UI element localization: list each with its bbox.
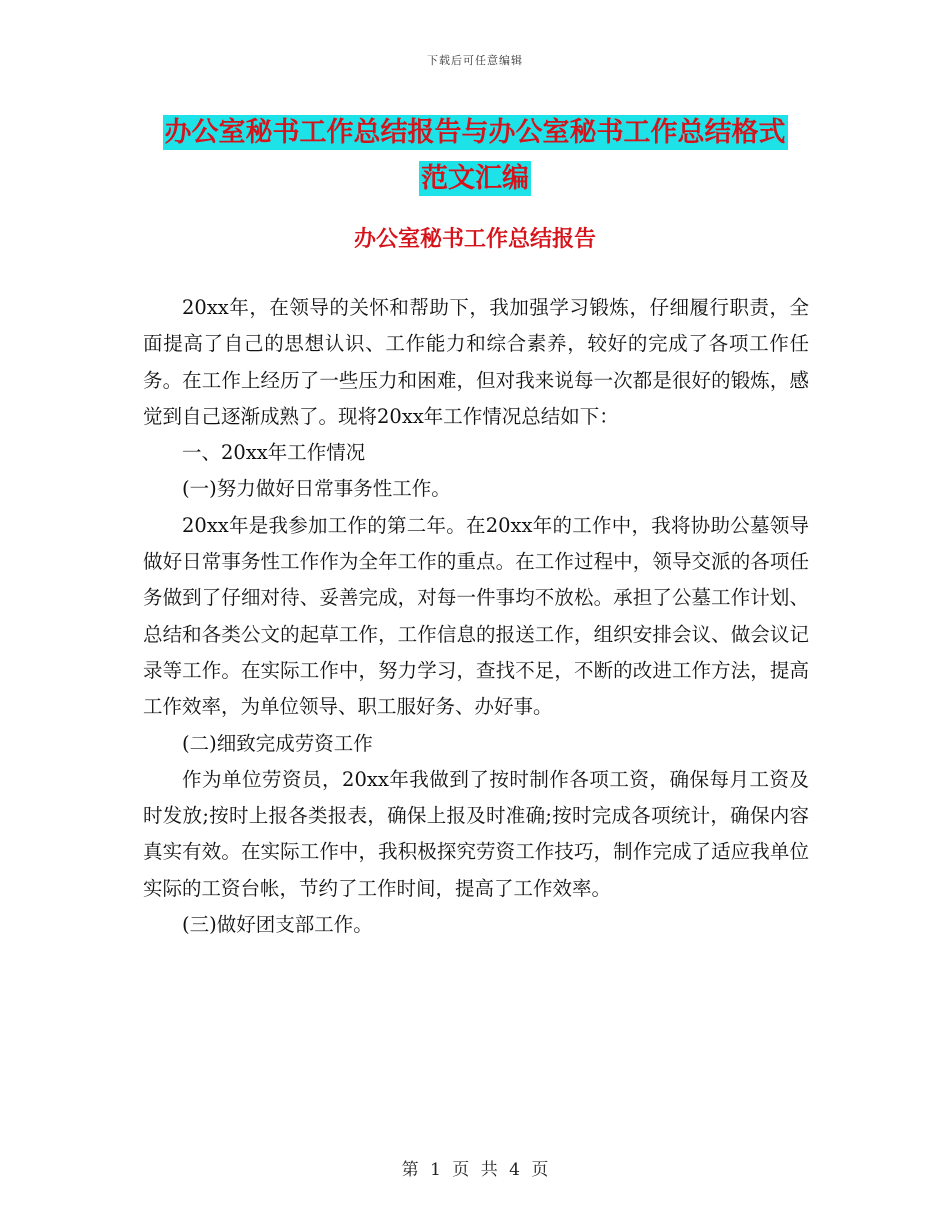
subheading-league-branch: (三)做好团支部工作。 bbox=[182, 913, 373, 937]
paragraph-daily-work: 20xx年是我参加工作的第二年。在20xx年的工作中，我将协助公墓领导做好日常事务性工作作为全年工作的重点。在工作过程中，领导交派的各项任务做到了仔细对待、妥善完成，对每一件事均不放松。承担了公墓工作计划、总结和各类公文的起草工作，工作信息的报送工作，组织安排会议、做会议记录等工作。在实际工作中，努力学习，查找不足，不断的改进工作方法，提高工作效率，为单位领导、职工服好务、办好事。 bbox=[143, 513, 809, 719]
paragraph-intro: 20xx年，在领导的关怀和帮助下，我加强学习锻炼，仔细履行职责，全面提高了自己的思想认识、工作能力和综合素养，较好的完成了各项工作任务。在工作上经历了一些压力和困难，但对我来说每一次都是很好的锻炼，感觉到自己逐渐成熟了。现将20xx年工作情况总结如下： bbox=[143, 296, 809, 428]
page-header-note: 下载后可任意编辑 bbox=[427, 54, 523, 67]
document-title-line-2: 范文汇编 bbox=[421, 163, 529, 194]
page-number: 第 1 页 共 4 页 bbox=[401, 1160, 549, 1180]
document-title-line-1: 办公室秘书工作总结报告与办公室秘书工作总结格式 bbox=[164, 117, 786, 148]
subheading-payroll-work: (二)细致完成劳资工作 bbox=[182, 731, 373, 755]
document-body bbox=[143, 290, 809, 943]
heading-part-one: 一、20xx年工作情况 bbox=[182, 441, 366, 465]
section-title: 办公室秘书工作总结报告 bbox=[353, 227, 596, 252]
document-title bbox=[0, 110, 950, 202]
paragraph-payroll-work: 作为单位劳资员，20xx年我做到了按时制作各项工资，确保每月工资及时发放;按时上报各类报表，确保上报及时准确;按时完成各项统计，确保内容真实有效。在实际工作中，我积极探究劳资工作技巧，制作完成了适应我单位实际的工资台帐，节约了工作时间，提高了工作效率。 bbox=[143, 767, 809, 900]
subheading-daily-work: (一)努力做好日常事务性工作。 bbox=[182, 477, 451, 501]
